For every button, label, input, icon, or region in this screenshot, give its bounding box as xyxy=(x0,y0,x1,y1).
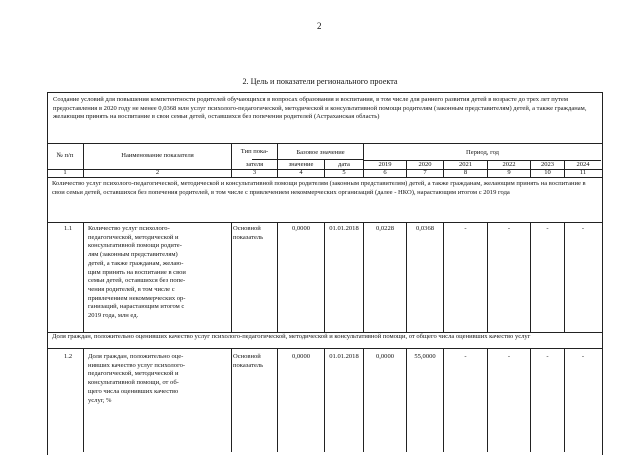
year-value: 0,0228 xyxy=(375,225,394,232)
year-value: - xyxy=(581,353,585,360)
rule xyxy=(487,222,488,332)
column-number: 4 xyxy=(299,169,303,176)
header-year: 2024 xyxy=(576,161,590,168)
year-value: 55,0000 xyxy=(414,353,436,360)
column-number: 7 xyxy=(423,169,427,176)
column-number: 10 xyxy=(544,169,551,176)
header-year: 2022 xyxy=(502,161,516,168)
column-number: 6 xyxy=(383,169,387,176)
year-value: - xyxy=(581,225,585,232)
column-number: 1 xyxy=(63,169,67,176)
year-value: - xyxy=(546,225,549,232)
rule xyxy=(530,222,531,332)
group-title: Количество услуг психолого-педагогической, методической и консультативной помощи родителям (законным представителям) детей, а также гражданам, желающим принять на воспитание в свои семьи детей, оставшихся без попечения родителей, в том числе с привлечением некоммерческих организаций (далее - НКО), нарастающим итогом с 2019 года xyxy=(52,180,586,196)
header-period: Период, год xyxy=(465,149,500,156)
header-name: Наименование показателя xyxy=(121,152,194,159)
header-base-date: дата xyxy=(338,161,350,168)
header-base: Базовое значение xyxy=(296,149,345,156)
base-date: 01.01.2018 xyxy=(329,353,359,360)
rule xyxy=(363,348,364,452)
row-num: 1.2 xyxy=(64,353,73,360)
rule xyxy=(47,143,602,144)
rule xyxy=(406,348,407,452)
header-base-value: значение xyxy=(288,161,314,168)
header-year: 2019 xyxy=(378,161,392,168)
header-year: 2023 xyxy=(540,161,555,168)
column-number: 9 xyxy=(507,169,511,176)
rule xyxy=(406,222,407,332)
rule xyxy=(252,159,363,160)
base-value: 0,0000 xyxy=(291,353,310,360)
rule xyxy=(231,222,232,332)
year-value: - xyxy=(464,225,467,232)
goal-text: Создание условий для повышения компетентности родителей обучающихся в вопросах образования и воспитания, в том числе для раннего развития детей в возрасте до трех лет путем предоставления в 2020 году не менее 0,0368 млн услуг психолого-педагогической, методической и консультативной помощи родителям (законным представителям) детей, а также гражданам, желающим принять на воспитание в свои семьи детей, оставшихся без попечения родителей (Астраханская область) xyxy=(53,96,587,121)
base-value: 0,0000 xyxy=(291,225,310,232)
year-value: - xyxy=(507,225,511,232)
rule xyxy=(277,348,278,452)
indicator-type: Основной показатель xyxy=(233,353,264,369)
header-type: зателя xyxy=(245,161,264,168)
year-value: - xyxy=(464,353,467,360)
rule xyxy=(363,222,364,332)
row-num: 1.1 xyxy=(64,225,73,232)
indicator-name: Доля граждан, положительно оце- нивших качество услуг психолого- педагогической, методической и консультативной помощи, от об- щего числа оценивших качество услуг, % xyxy=(88,353,186,404)
header-num: № п/п xyxy=(56,152,74,159)
year-value: - xyxy=(507,353,511,360)
rule xyxy=(83,222,84,332)
column-number: 2 xyxy=(155,169,160,176)
year-value: 0,0000 xyxy=(375,353,394,360)
indicator-type: Основной показатель xyxy=(233,225,264,241)
rule xyxy=(530,348,531,452)
indicator-name: Количество услуг психолого- педагогической, методической и консультативной помощи родите- лям (законным представителям) детей, а также гражданам, желаю- щим принять на воспитание в свои семьи детей, оставшихся без попе- чения родителей, в том числе с привлечением некоммерческих ор- ганизаций, нарастающим итогом с 2019 года, млн ед. xyxy=(88,225,186,320)
rule xyxy=(277,222,278,332)
section-title: 2. Цель и показатели регионального проекта xyxy=(242,77,398,86)
header-year: 2020 xyxy=(418,161,432,168)
rule xyxy=(487,348,488,452)
rule xyxy=(231,348,232,452)
rule xyxy=(324,222,325,332)
column-number: 8 xyxy=(463,169,468,176)
column-number: 11 xyxy=(579,169,587,176)
year-value: - xyxy=(546,353,549,360)
base-date: 01.01.2018 xyxy=(329,225,359,232)
rule xyxy=(324,348,325,452)
year-value: 0,0368 xyxy=(415,225,434,232)
rule xyxy=(564,222,565,332)
header-type: Тип пока- xyxy=(240,148,269,155)
rule xyxy=(443,348,444,452)
rule xyxy=(83,348,84,452)
column-number: 5 xyxy=(342,169,346,176)
group-title: Доля граждан, положительно оценивших качество услуг психолого-педагогической, методической и консультативной помощи, от общего числа оценивших качество услуг xyxy=(52,333,531,340)
header-year: 2021 xyxy=(458,161,473,168)
rule xyxy=(564,348,565,452)
column-number: 3 xyxy=(252,169,257,176)
page-number: 2 xyxy=(317,21,322,31)
rule xyxy=(443,222,444,332)
